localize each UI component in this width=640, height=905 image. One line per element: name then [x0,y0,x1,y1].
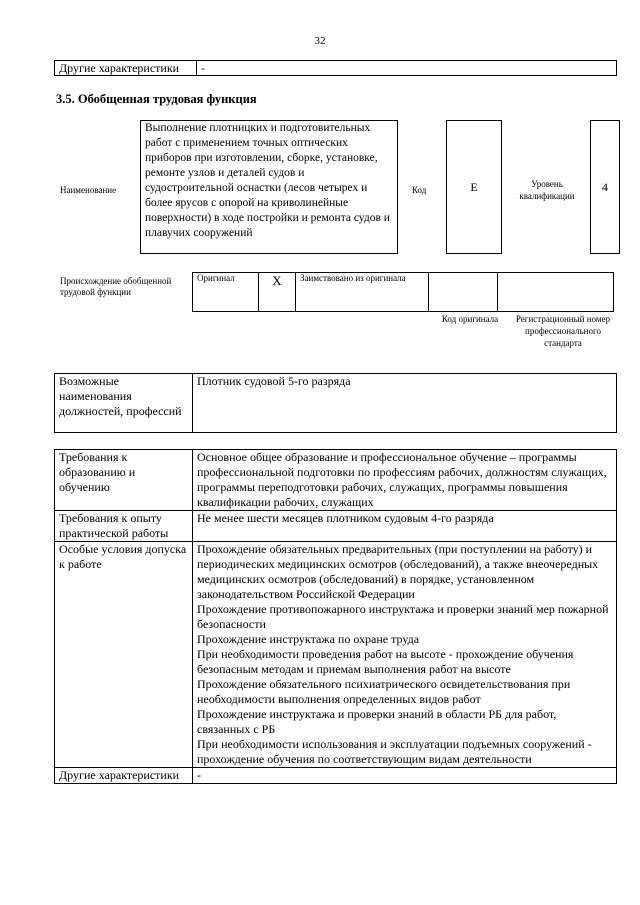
admission-line: При необходимости проведения работ на высоте - прохождение обучения безопасным методам и приемам выполнения работ на высоте [197,647,574,676]
experience-value: Не менее шести месяцев плотником судовым 4-го разряда [197,511,494,525]
other-characteristics-label: Другие характеристики [55,61,197,76]
admission-line: При необходимости использования и эксплуатации подъемных сооружений - прохождение обучения по соответствующим видам деятельности [197,737,592,766]
original-mark: X [272,273,282,288]
positions-label: Возможные наименования должностей, профессий [55,374,193,433]
origin-label: Происхождение обобщенной трудовой функции [60,276,172,297]
experience-label: Требования к опыту практической работы [55,511,193,542]
table-row [55,542,617,768]
admission-line: Прохождение противопожарного инструктажа и проверки знаний мер пожарной безопасности [197,602,609,631]
requirements-table [54,449,617,784]
table-row [55,768,617,784]
section-title: 3.5. Обобщенная трудовая функция [56,92,257,106]
code-value: E [446,120,502,254]
admission-line: Прохождение инструктажа и проверки знаний в области РБ для работ, связанных с РБ [197,707,557,736]
origin-table [192,272,614,312]
admission-label: Особые условия допуска к работе [55,542,193,768]
function-name-label: Наименование [60,185,117,195]
other-characteristics-value: - [197,61,617,76]
positions-value: Плотник судовой 5-го разряда [193,374,617,433]
admission-line: Прохождение обязательного психиатрического освидетельствования при необходимости выполнения определенных видов работ [197,677,571,706]
positions-table [54,373,617,433]
other-label: Другие характеристики [55,768,193,784]
admission-line: Прохождение инструктажа по охране труда [197,632,420,646]
other-characteristics-top [54,60,617,76]
page-number: 32 [314,35,326,47]
admission-line: Прохождение обязательных предварительных (при поступлении на работу) и периодических медицинских осмотров (обследований), а также внеочередных медицинских осмотров (обследований) в порядке, установленном законодательством Российской Федерации [197,542,599,601]
code-label: Код [412,185,427,195]
education-value: Основное общее образование и профессиональное обучение – программы профессиональной подготовки по профессиям рабочих, должностям служащих, программы переподготовки рабочих, служащих, программы повышения квалификации рабочих, служащих [197,450,607,509]
reg-number-label: Регистрационный номер профессионального стандарта [515,314,611,348]
qualification-level-label: Уровень квалификации [519,179,575,201]
original-label: Оригинал [193,273,259,312]
education-label: Требования к образованию и обучению [55,450,193,511]
original-code-label: Код оригинала [441,314,499,324]
other-value: - [197,768,201,782]
function-name-value: Выполнение плотницких и подготовительных работ с применением точных оптических приборов при изготовлении, сборке, установке, ремонте узлов и деталей судов и судостроительной оснастки (лесов четырех и более ярусов с опорой на криволинейные поверхности) в ходе постройки и ремонта судов и плавучих сооружений [140,120,398,254]
table-row [55,450,617,511]
qualification-level-value: 4 [590,120,620,254]
reg-number-cell [498,273,614,312]
original-code-cell [429,273,498,312]
table-row [55,511,617,542]
borrowed-label: Заимствовано из оригинала [296,273,429,312]
